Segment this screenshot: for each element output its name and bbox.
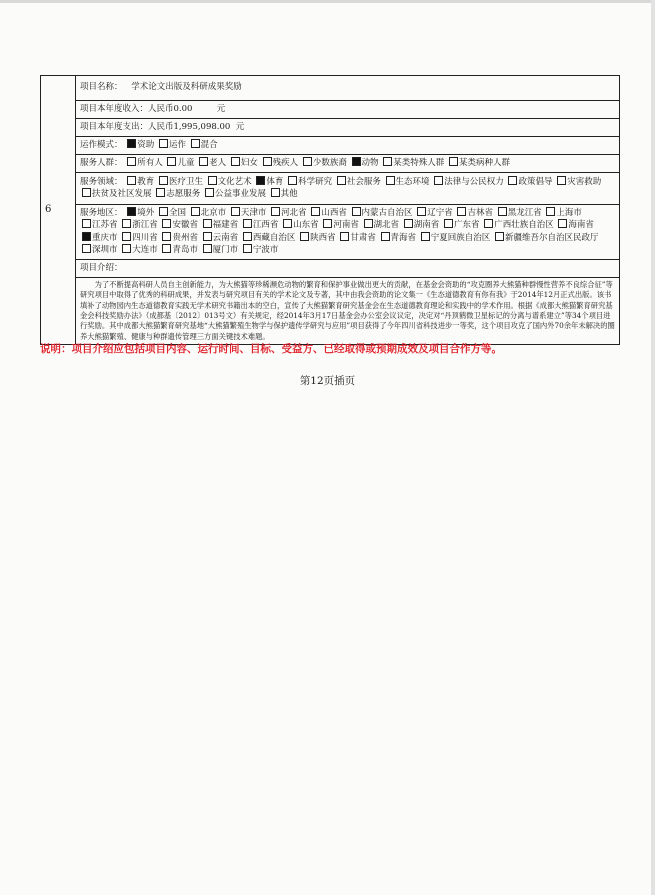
option-label: 北京市 xyxy=(200,207,227,218)
checkbox-icon[interactable] xyxy=(127,157,136,166)
option-label: 福建省 xyxy=(212,220,239,231)
checkbox-icon[interactable] xyxy=(263,157,272,166)
checkbox-icon[interactable] xyxy=(82,219,91,228)
expense-unit: 元 xyxy=(235,121,245,132)
option-label: 甘肃省 xyxy=(350,232,376,243)
service-region-option xyxy=(201,220,239,230)
checkbox-icon[interactable] xyxy=(203,219,212,228)
service-region-option xyxy=(189,208,227,218)
option-label: 湖南省 xyxy=(413,220,440,231)
option-label: 教育 xyxy=(137,177,155,187)
checkbox-icon[interactable] xyxy=(303,157,312,166)
service-region-option xyxy=(241,233,296,243)
checkbox-icon[interactable] xyxy=(288,176,297,185)
service-field-option xyxy=(254,177,283,187)
option-label: 妇女 xyxy=(240,158,258,169)
operation-mode-row xyxy=(76,137,620,155)
service-region-options xyxy=(80,208,598,255)
checkbox-icon[interactable] xyxy=(167,157,176,166)
checkbox-icon[interactable] xyxy=(191,207,200,216)
checkbox-icon[interactable] xyxy=(546,207,555,216)
checkbox-icon[interactable] xyxy=(457,207,466,216)
checkbox-icon[interactable] xyxy=(421,232,430,241)
checkbox-icon[interactable] xyxy=(203,244,212,253)
checkbox-icon[interactable] xyxy=(122,232,131,241)
option-label: 某类病种人群 xyxy=(458,158,510,169)
checkbox-icon[interactable] xyxy=(199,157,208,166)
option-label: 生态环境 xyxy=(395,177,430,187)
checkbox-icon[interactable] xyxy=(159,207,168,216)
checkbox-icon[interactable] xyxy=(300,232,309,241)
service-population-option xyxy=(125,158,163,168)
option-label: 重庆市 xyxy=(92,232,118,243)
service-region-row xyxy=(76,204,620,259)
checkbox-icon[interactable] xyxy=(271,188,280,197)
service-population-option xyxy=(229,158,258,168)
income-unit: 元 xyxy=(216,103,226,114)
option-label: 动物 xyxy=(361,158,379,169)
project-name-row xyxy=(76,76,620,101)
checkbox-icon[interactable] xyxy=(191,139,200,148)
service-population-label: 服务人群： xyxy=(80,158,123,169)
option-label: 贵州省 xyxy=(172,232,198,243)
option-label: 内蒙古自治区 xyxy=(361,207,413,218)
service-region-option xyxy=(442,220,480,230)
checkbox-icon[interactable] xyxy=(156,188,165,197)
service-population-option xyxy=(381,158,444,168)
service-region-option xyxy=(160,245,198,255)
operation-mode-options xyxy=(125,140,217,150)
option-label: 儿童 xyxy=(177,158,195,169)
service-region-option xyxy=(241,245,279,255)
expense-row xyxy=(76,119,620,137)
service-region-option xyxy=(298,233,336,243)
service-region-option xyxy=(269,208,307,218)
checkbox-icon[interactable] xyxy=(127,176,136,185)
option-label: 科学研究 xyxy=(298,177,333,187)
option-label: 山西省 xyxy=(321,207,347,218)
project-form-table xyxy=(40,75,620,345)
service-population-option xyxy=(261,158,299,168)
service-region-option xyxy=(362,220,400,230)
checked-box-icon[interactable] xyxy=(82,232,91,241)
service-population-option xyxy=(197,158,226,168)
service-region-option xyxy=(229,208,267,218)
checkbox-icon[interactable] xyxy=(162,232,171,241)
service-field-option xyxy=(206,177,252,187)
checkbox-icon[interactable] xyxy=(311,207,320,216)
checkbox-icon[interactable] xyxy=(417,207,426,216)
option-label: 四川省 xyxy=(132,232,158,243)
option-label: 公益事业发展 xyxy=(214,189,266,200)
service-region-option xyxy=(120,233,158,243)
option-label: 黑龙江省 xyxy=(507,207,542,218)
checked-box-icon[interactable] xyxy=(352,157,361,166)
service-region-option xyxy=(321,220,359,230)
checkbox-icon[interactable] xyxy=(383,157,392,166)
option-label: 资助 xyxy=(137,140,155,151)
option-label: 少数族裔 xyxy=(312,158,347,169)
project-intro-text: 为了不断提高科研人员自主创新能力，为大熊猫等珍稀濒危动物的繁育和保护事业做出更大的贡献，在基金会资助的“攻克圈养大熊猫种群慢性营养不良综合征”等研究项目中取得了优秀的科研成果，并发表与研究项目有关的学术论文及专著，其中由我会资助的论文集一《生态道德教育有你有我》于2014年12月正式出版。该书填补了动物园内生态道德教育实践无学术研究书籍出本的空白，宣传了大熊猫繁育研究基金会在生态道德教育理论和实践中的学术作用。根据《成都大熊猫繁育研究基金会科技奖励办法》（成都基〔2012〕013号文）有关规定，经2014年3月17日基金会办公室会议议定，决定对“丹顶鹤微卫星标记的分离与谱系建立”等34个项目进行奖励。其中成都大熊猫繁育研究基地“大熊猫繁殖生物学与保护遗传学研究与应用”项目获得了今年四川省科技进步一等奖，这个项目攻克了国内外70余年未解决的圈养大熊猫繁殖、健康与种群遗传管理三方面关键技术难题。 xyxy=(76,277,620,344)
service-field-option xyxy=(555,177,601,187)
checkbox-icon[interactable] xyxy=(231,157,240,166)
option-label: 境外 xyxy=(137,207,155,218)
checkbox-icon[interactable] xyxy=(159,176,168,185)
service-population-options xyxy=(125,158,510,168)
option-label: 浙江省 xyxy=(132,220,158,231)
service-field-option xyxy=(286,177,332,187)
checkbox-icon[interactable] xyxy=(243,219,252,228)
checkbox-icon[interactable] xyxy=(203,232,212,241)
service-population-row xyxy=(76,155,620,173)
service-field-row xyxy=(76,173,620,205)
option-label: 医疗卫生 xyxy=(168,177,203,187)
option-label: 大连市 xyxy=(132,245,158,256)
option-label: 体育 xyxy=(266,177,284,187)
checkbox-icon[interactable] xyxy=(122,244,131,253)
checkbox-icon[interactable] xyxy=(364,219,373,228)
option-label: 深圳市 xyxy=(92,245,118,256)
service-region-option xyxy=(120,245,158,255)
income-row xyxy=(76,101,620,119)
option-label: 社会服务 xyxy=(346,177,381,187)
option-label: 安徽省 xyxy=(172,220,198,231)
option-label: 扶贫及社区发展 xyxy=(92,189,152,200)
service-region-option xyxy=(544,208,582,218)
service-field-option xyxy=(384,177,430,187)
option-label: 混合 xyxy=(200,140,218,151)
service-region-option xyxy=(80,233,118,243)
service-region-option xyxy=(160,233,198,243)
option-label: 青岛市 xyxy=(172,245,198,256)
option-label: 山东省 xyxy=(293,220,319,231)
service-field-option xyxy=(506,177,552,187)
footer-note: 说明：项目介绍应包括项目内容、运行时间、目标、受益方、已经取得或预期成效及项目合作方等。 xyxy=(40,343,502,355)
option-label: 老人 xyxy=(209,158,227,169)
option-label: 宁波市 xyxy=(252,245,279,256)
service-region-option xyxy=(309,208,347,218)
service-region-option xyxy=(556,220,594,230)
project-intro-header xyxy=(76,259,620,277)
checkbox-icon[interactable] xyxy=(162,244,171,253)
operation-mode-option xyxy=(125,140,154,150)
checkbox-icon[interactable] xyxy=(162,219,171,228)
checkbox-icon[interactable] xyxy=(159,139,168,148)
expense-value: 人民币1,995,098.00 xyxy=(148,121,231,132)
service-region-label: 服务地区： xyxy=(80,207,123,218)
service-population-option xyxy=(165,158,194,168)
service-region-option xyxy=(379,233,417,243)
option-label: 海南省 xyxy=(568,220,594,231)
option-label: 青海省 xyxy=(390,232,417,243)
service-region-option xyxy=(415,208,453,218)
service-field-option xyxy=(157,177,203,187)
service-region-option xyxy=(201,233,239,243)
option-label: 河南省 xyxy=(333,220,359,231)
operation-mode-label: 运作模式： xyxy=(80,140,123,151)
checkbox-icon[interactable] xyxy=(508,176,517,185)
service-field-option xyxy=(335,177,381,187)
service-region-option xyxy=(201,245,239,255)
service-field-option xyxy=(269,189,298,199)
option-label: 湖北省 xyxy=(373,220,400,231)
service-population-option xyxy=(447,158,510,168)
service-field-option xyxy=(154,189,200,199)
service-region-option xyxy=(157,208,186,218)
scan-edge-right xyxy=(651,0,655,895)
option-label: 上海市 xyxy=(556,207,582,218)
checkbox-icon[interactable] xyxy=(557,176,566,185)
option-label: 吉林省 xyxy=(467,207,493,218)
option-label: 天津市 xyxy=(240,207,267,218)
service-population-option xyxy=(350,158,379,168)
option-label: 厦门市 xyxy=(212,245,239,256)
option-label: 运作 xyxy=(168,140,186,151)
option-label: 所有人 xyxy=(137,158,163,169)
checkbox-icon[interactable] xyxy=(498,207,507,216)
option-label: 广西壮族自治区 xyxy=(494,220,554,231)
checkbox-icon[interactable] xyxy=(495,232,504,241)
operation-mode-option xyxy=(189,140,218,150)
service-region-option xyxy=(120,220,158,230)
service-field-label: 服务领域： xyxy=(80,177,123,187)
checkbox-icon[interactable] xyxy=(205,188,214,197)
option-label: 全国 xyxy=(168,207,186,218)
checkbox-icon[interactable] xyxy=(484,219,493,228)
service-field-options xyxy=(80,177,601,199)
project-name-value: 学术论文出版及科研成果奖励 xyxy=(131,82,242,93)
checked-box-icon[interactable] xyxy=(127,139,136,148)
option-label: 志愿服务 xyxy=(166,189,201,200)
option-label: 江苏省 xyxy=(92,220,118,231)
checked-box-icon[interactable] xyxy=(127,207,136,216)
checked-box-icon[interactable] xyxy=(256,176,265,185)
service-region-option xyxy=(80,220,118,230)
checkbox-icon[interactable] xyxy=(208,176,217,185)
option-label: 河北省 xyxy=(281,207,307,218)
service-region-option xyxy=(160,220,198,230)
service-field-option xyxy=(432,177,504,187)
checkbox-icon[interactable] xyxy=(404,219,413,228)
service-region-option xyxy=(350,208,413,218)
service-region-option xyxy=(241,220,279,230)
checkbox-icon[interactable] xyxy=(82,244,91,253)
option-label: 陕西省 xyxy=(310,232,336,243)
checkbox-icon[interactable] xyxy=(82,188,91,197)
checkbox-icon[interactable] xyxy=(323,219,332,228)
checkbox-icon[interactable] xyxy=(381,232,390,241)
option-label: 江西省 xyxy=(252,220,279,231)
option-label: 某类特殊人群 xyxy=(393,158,445,169)
option-label: 宁夏回族自治区 xyxy=(430,232,491,243)
checkbox-icon[interactable] xyxy=(558,219,567,228)
service-region-option xyxy=(402,220,440,230)
option-label: 云南省 xyxy=(212,232,239,243)
option-label: 残疾人 xyxy=(272,158,299,169)
service-region-option xyxy=(338,233,376,243)
service-region-option xyxy=(482,220,554,230)
scan-edge-top xyxy=(0,0,655,3)
income-value: 人民币0.00 xyxy=(148,103,193,114)
checkbox-icon[interactable] xyxy=(122,219,131,228)
checkbox-icon[interactable] xyxy=(337,176,346,185)
option-label: 西藏自治区 xyxy=(252,232,296,243)
service-region-option xyxy=(419,233,491,243)
checkbox-icon[interactable] xyxy=(340,232,349,241)
checkbox-icon[interactable] xyxy=(386,176,395,185)
option-label: 新疆维吾尔自治区民政厅 xyxy=(504,232,599,243)
service-population-option xyxy=(301,158,347,168)
option-label: 政策倡导 xyxy=(518,177,553,187)
page-label: 第12页插页 xyxy=(299,375,356,387)
checkbox-icon[interactable] xyxy=(283,219,292,228)
checkbox-icon[interactable] xyxy=(352,207,361,216)
option-label: 灾害救助 xyxy=(567,177,602,187)
checkbox-icon[interactable] xyxy=(243,244,252,253)
service-region-option xyxy=(281,220,319,230)
option-label: 文化艺术 xyxy=(217,177,252,187)
checkbox-icon[interactable] xyxy=(434,176,443,185)
expense-label: 项目本年度支出： xyxy=(80,121,149,132)
checkbox-icon[interactable] xyxy=(449,157,458,166)
service-region-option xyxy=(125,208,154,218)
checkbox-icon[interactable] xyxy=(231,207,240,216)
service-field-option xyxy=(80,189,152,199)
project-name-label: 项目名称： xyxy=(80,82,123,93)
item-number: 6 xyxy=(41,76,76,345)
project-intro-label: 项目介绍： xyxy=(80,262,123,273)
option-label: 法律与公民权力 xyxy=(444,177,504,187)
checkbox-icon[interactable] xyxy=(243,232,252,241)
operation-mode-option xyxy=(157,140,186,150)
service-region-option xyxy=(496,208,542,218)
service-region-option xyxy=(80,245,118,255)
service-field-option xyxy=(125,177,154,187)
income-label: 项目本年度收入： xyxy=(80,103,149,114)
option-label: 辽宁省 xyxy=(427,207,453,218)
checkbox-icon[interactable] xyxy=(271,207,280,216)
service-region-option xyxy=(493,233,599,243)
checkbox-icon[interactable] xyxy=(444,219,453,228)
service-region-option xyxy=(455,208,493,218)
option-label: 其他 xyxy=(280,189,298,200)
option-label: 广东省 xyxy=(453,220,480,231)
service-field-option xyxy=(203,189,266,199)
